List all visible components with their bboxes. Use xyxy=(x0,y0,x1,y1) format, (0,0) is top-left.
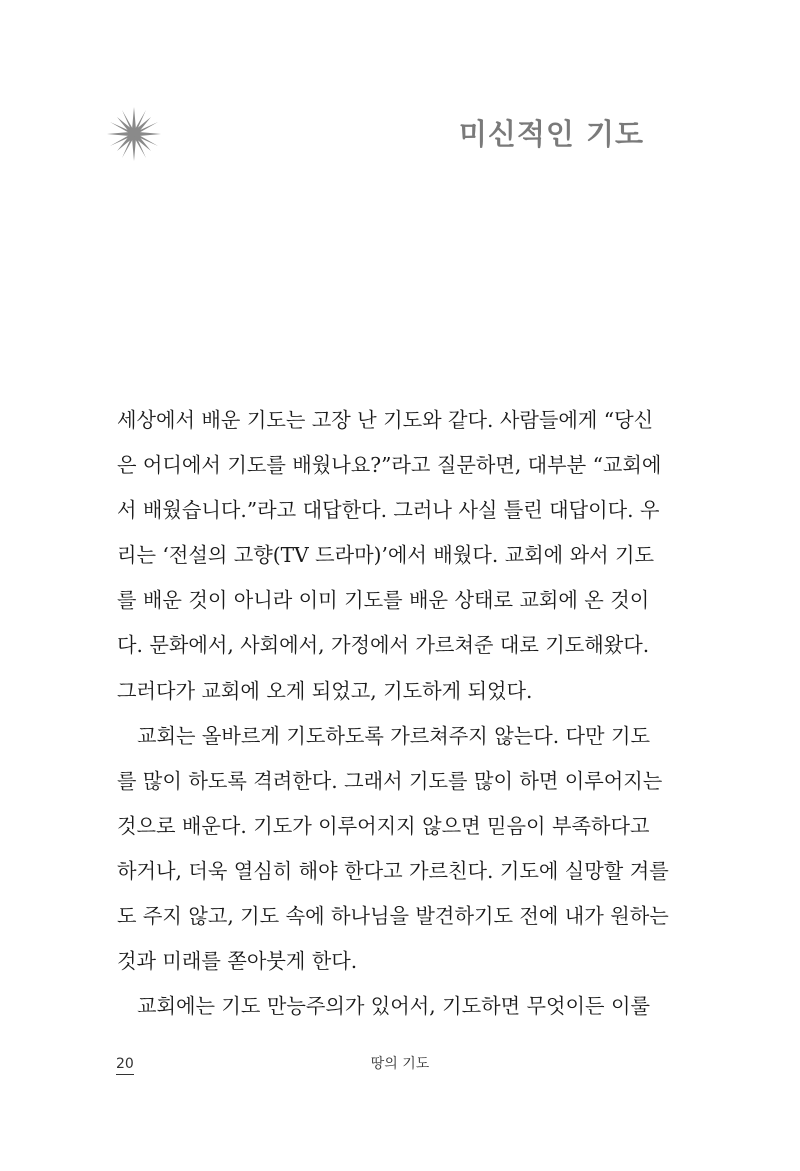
chapter-title: 미신적인 기도 xyxy=(458,117,644,151)
text-line: 것과 미래를 쫃아붓게 한다. xyxy=(117,949,358,974)
text-line: 교회에는 기도 만능주의가 있어서, 기도하면 무엇이든 이룰 xyxy=(137,994,650,1019)
text-line: 서 배웠습니다.”라고 대답한다. 그러나 사실 틀린 대답이다. 우 xyxy=(117,498,660,523)
text-line: 하거나, 더욱 열심히 해야 한다고 가르친다. 기도에 실망할 겨를 xyxy=(117,858,669,883)
text-line: 도 주지 않고, 기도 속에 하나님을 발견하기도 전에 내가 원하는 xyxy=(117,904,669,929)
text-line: 은 어디에서 기도를 배웠나요?”라고 질문하면, 대부분 “교회에 xyxy=(117,453,662,478)
text-line: 다. 문화에서, 사회에서, 가정에서 가르쳐준 대로 기도해왔다. xyxy=(117,633,650,658)
text-line: 세상에서 배운 기도는 고장 난 기도와 같다. 사람들에게 “당신 xyxy=(117,408,654,432)
text-line: 리는 ‘전설의 고향(TV 드라마)’에서 배웠다. 교회에 와서 기도 xyxy=(117,543,654,568)
body-text xyxy=(117,398,669,1029)
running-head-book-title: 땅의 기도 xyxy=(370,1056,430,1072)
text-line: 것으로 배운다. 기도가 이루어지지 않으면 믿음이 부족하다고 xyxy=(117,813,650,838)
sparkle-star-icon xyxy=(106,106,162,162)
text-line: 를 배운 것이 아니라 이미 기도를 배운 상태로 교회에 온 것이 xyxy=(117,588,650,613)
text-line: 교회는 올바르게 기도하도록 가르쳐주지 않는다. 다만 기도 xyxy=(137,723,650,748)
page-number: 20 xyxy=(116,1055,134,1075)
text-line: 를 많이 하도록 격려한다. 그래서 기도를 많이 하면 이루어지는 xyxy=(117,768,663,793)
text-line: 그러다가 교회에 오게 되었고, 기도하게 되었다. xyxy=(117,678,533,703)
